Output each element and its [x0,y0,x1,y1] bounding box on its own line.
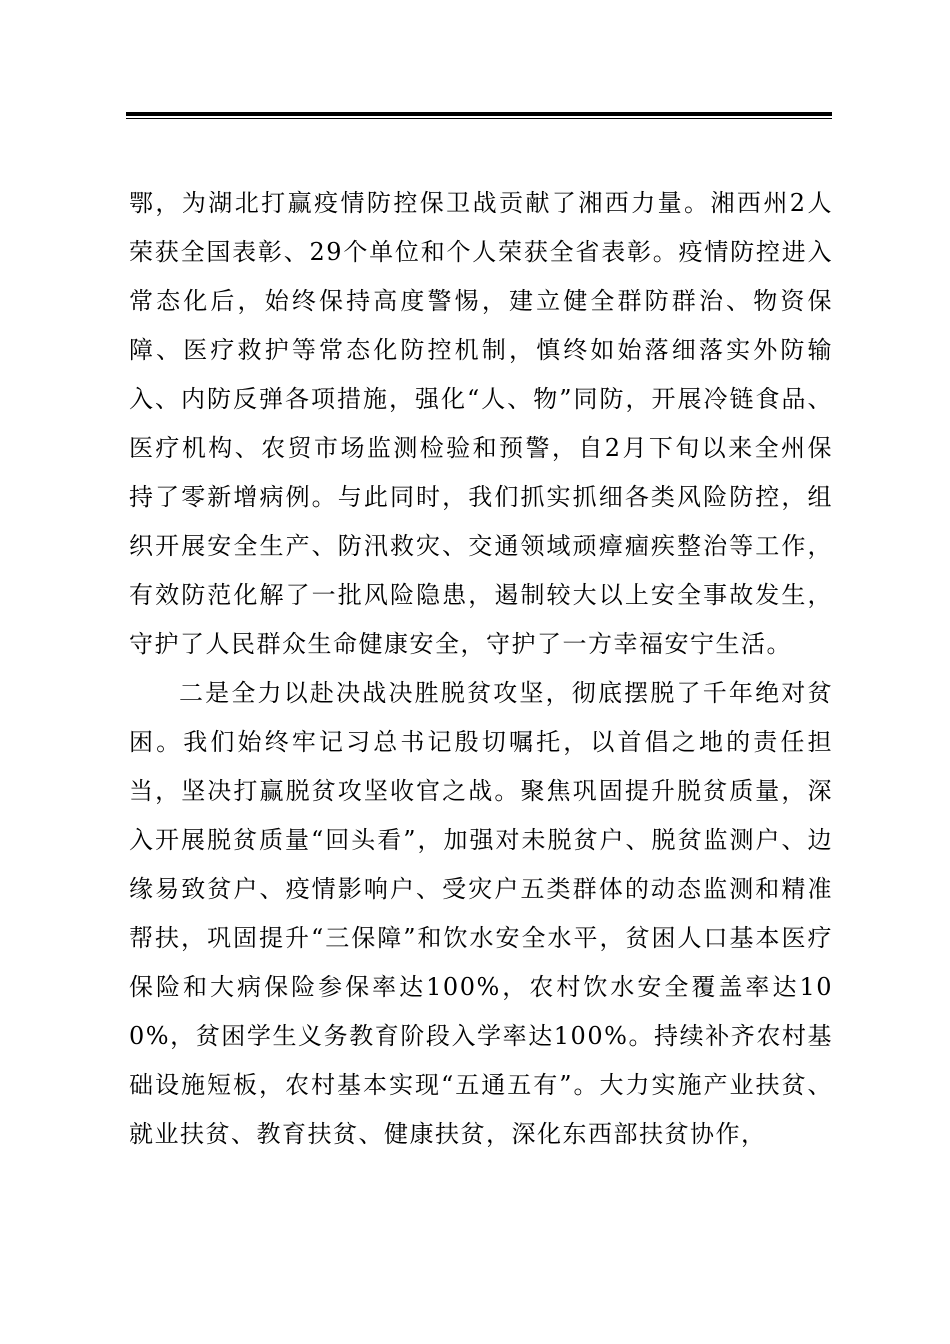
paragraph-1: 鄂，为湖北打赢疫情防控保卫战贡献了湘西力量。湘西州2人荣获全国表彰、29个单位和个人荣获全省表彰。疫情防控进入常态化后，始终保持高度警惕，建立健全群防群治、物资保障、医疗救护等常态化防控机制，慎终如始落细落实外防输入、内防反弹各项措施，强化“人、物”同防，开展冷链食品、医疗机构、农贸市场监测检验和预警，自2月下旬以来全州保持了零新增病例。与此同时，我们抓实抓细各类风险防控，组织开展安全生产、防汛救灾、交通领域顽瘴痼疾整治等工作，有效防范化解了一批风险隐患，遏制较大以上安全事故发生，守护了人民群众生命健康安全，守护了一方幸福安宁生活。 [129,189,833,658]
header-rule-thin-line [126,118,832,119]
document-body [129,179,833,1159]
header-double-rule [126,112,832,119]
paragraph-2: 二是全力以赴决战决胜脱贫攻坚，彻底摆脱了千年绝对贫困。我们始终牢记习总书记殷切嘱托，以首倡之地的责任担当，坚决打赢脱贫攻坚收官之战。聚焦巩固提升脱贫质量，深入开展脱贫质量“回头看”，加强对未脱贫户、脱贫监测户、边缘易致贫户、疫情影响户、受灾户五类群体的动态监测和精准帮扶，巩固提升“三保障”和饮水安全水平，贫困人口基本医疗保险和大病保险参保率达100%，农村饮水安全覆盖率达100%，贫困学生义务教育阶段入学率达100%。持续补齐农村基础设施短板，农村基本实现“五通五有”。大力实施产业扶贫、就业扶贫、教育扶贫、健康扶贫，深化东西部扶贫协作， [129,679,833,1148]
